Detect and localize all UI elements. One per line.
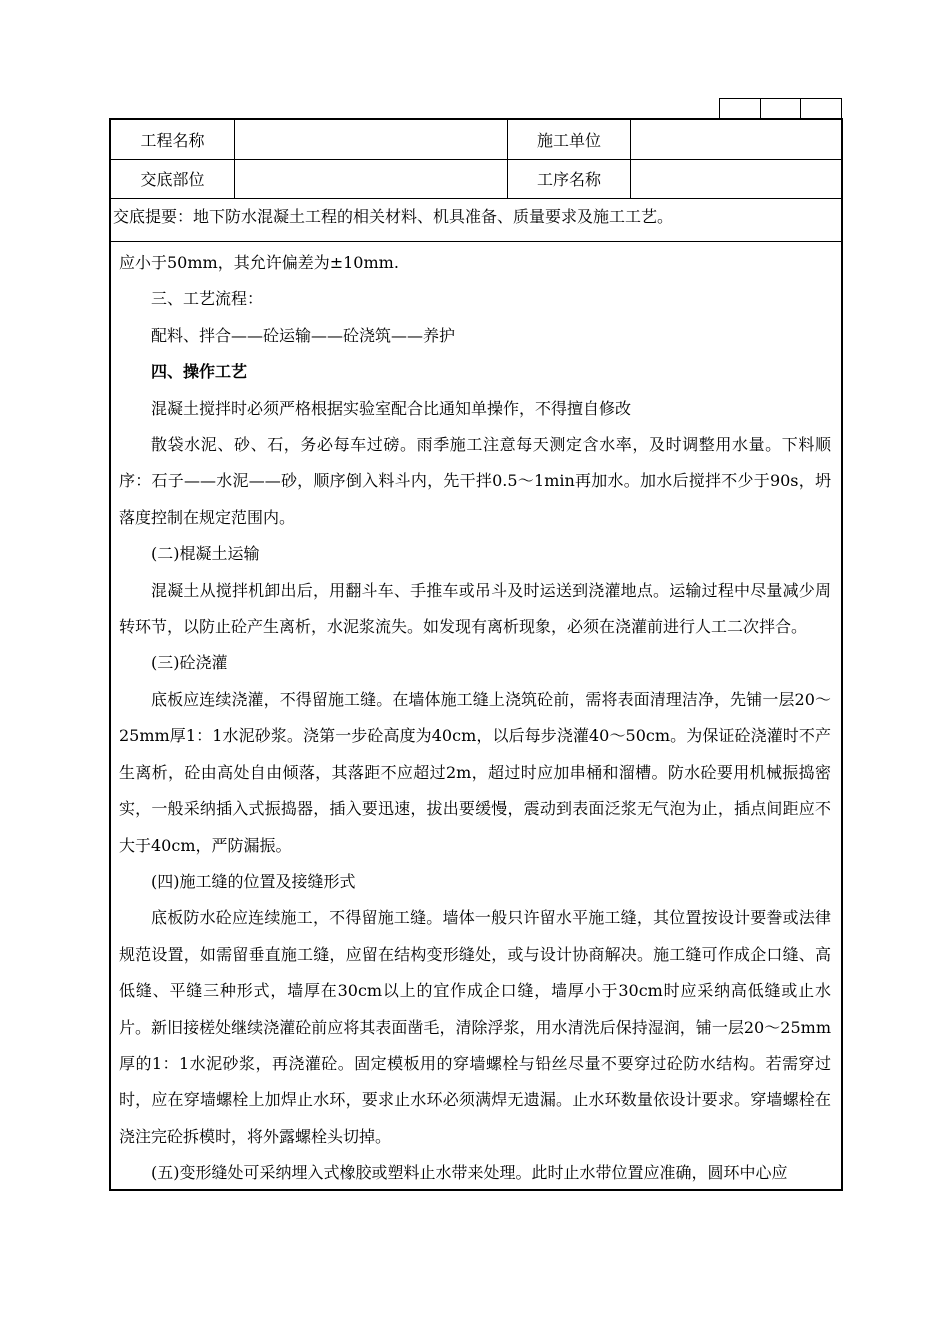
construction-unit-value bbox=[631, 120, 841, 159]
handover-summary: 交底提要：地下防水混凝土工程的相关材料、机具准备、质量要求及施工工艺。 bbox=[111, 198, 841, 242]
handover-part-value bbox=[235, 159, 507, 198]
handover-content bbox=[111, 242, 841, 1189]
paragraph: 底板防水砼应连续施工，不得留施工缝。墙体一般只许留水平施工缝，其位置按设计要誊或法律规范设置，如需留垂直施工缝，应留在结构变形缝处，或与设计协商解决。施工缝可作成企口缝、高低缝、平缝三种形式，墙厚在30cm以上的宜作成企口缝，墙厚小于30cm时应采纳高低缝或止水片。新旧接槎处继续浇灌砼前应将其表面凿毛，清除浮浆，用水清洗后保持湿润，铺一层20～25mm厚的1：1水泥砂浆，再浇灌砼。固定模板用的穿墙螺栓与铅丝尽量不要穿过砼防水结构。若需穿过时，应在穿墙螺栓上加焊止水环，要求止水环必须满焊无遗漏。止水环数量依设计要求。穿墙螺栓在浇注完砼拆模时，将外露螺栓头切掉。 bbox=[119, 908, 831, 1146]
process-name-value bbox=[631, 159, 841, 198]
project-name-label: 工程名称 bbox=[140, 131, 205, 150]
header-row-1 bbox=[111, 120, 841, 160]
construction-unit-label: 施工单位 bbox=[536, 131, 601, 150]
section-heading: 三、工艺流程： bbox=[151, 289, 264, 309]
code-box bbox=[801, 99, 841, 119]
section-heading: 四、操作工艺 bbox=[151, 362, 248, 382]
column-divider bbox=[234, 120, 235, 198]
paragraph: 配料、拌合——砼运输——砼浇筑——养护 bbox=[151, 325, 456, 345]
project-name-value bbox=[235, 120, 507, 159]
process-name-label: 工序名称 bbox=[536, 170, 601, 189]
paragraph: 底板应连续浇灌，不得留施工缝。在墙体施工缝上浇筑砼前，需将表面清理洁净，先铺一层20～25mm厚1：1水泥砂浆。浇第一步砼高度为40cm，以后每步浇灌40～50cm。为保证砼浇灌时不产生离析，砼由高处自由倾落，其落距不应超过2m，超过时应加串桶和溜槽。防水砼要用机械振捣密实，一般采纳插入式振捣器，插入要迅速，拔出要缓慢，震动到表面泛浆无气泡为止，插点间距应不大于40cm，严防漏振。 bbox=[119, 689, 831, 855]
subsection-heading: (三)砼浇灌 bbox=[151, 653, 228, 673]
paragraph: 应小于50mm，其允许偏差为±10mm. bbox=[119, 253, 399, 272]
column-divider bbox=[630, 120, 631, 198]
header-row-2 bbox=[111, 159, 841, 199]
handover-sheet bbox=[109, 118, 843, 1191]
code-box bbox=[761, 99, 802, 119]
handover-part-label: 交底部位 bbox=[140, 170, 205, 189]
code-box bbox=[720, 99, 761, 119]
subsection-heading: (二)棍凝土运输 bbox=[151, 544, 260, 564]
paragraph: 散袋水泥、砂、石，务必每车过磅。雨季施工注意每天测定含水率，及时调整用水量。下料顺序：石子——水泥——砂，顺序倒入料斗内，先干拌0.5～1min再加水。加水后搅拌不少于90s，坍落度控制在规定范围内。 bbox=[119, 435, 831, 527]
paragraph: 混凝土搅拌时必须严格根据实验室配合比通知单操作，不得擅自修改 bbox=[151, 398, 632, 418]
column-divider bbox=[507, 120, 508, 198]
paragraph: 混凝土从搅拌机卸出后，用翻斗车、手推车或吊斗及时运送到浇灌地点。运输过程中尽量减少周转环节，以防止砼产生离析，水泥浆流失。如发现有离析现象，必须在浇灌前进行人工二次拌合。 bbox=[119, 580, 831, 637]
subsection-heading: (四)施工缝的位置及接缝形式 bbox=[151, 871, 356, 891]
paragraph: (五)变形缝处可采纳埋入式橡胶或塑料止水带来处理。此时止水带位置应准确，圆环中心应 bbox=[151, 1163, 788, 1183]
document-code-boxes bbox=[719, 98, 842, 119]
